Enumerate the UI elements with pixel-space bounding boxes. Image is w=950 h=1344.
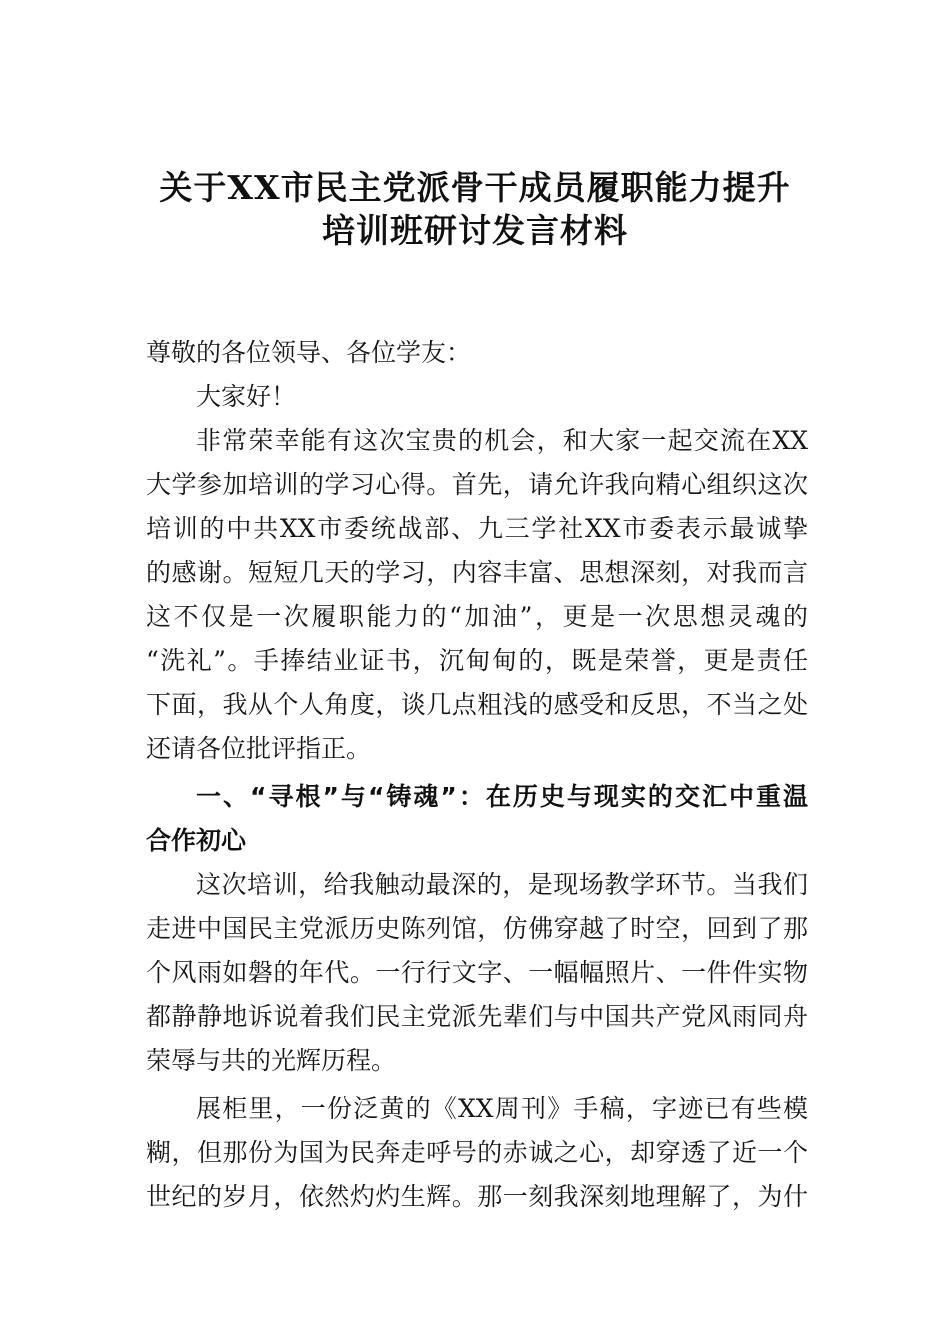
- document-title-line-2: 培训班研讨发言材料: [322, 211, 628, 250]
- paragraph-1-line-7: 下面，我从个人角度，谈几点粗浅的感受和反思，不当之处: [146, 690, 808, 719]
- paragraph-2-line-4: 都静静地诉说着我们民主党派先辈们与中国共产党风雨同舟: [146, 1002, 808, 1031]
- section-heading-1-line-1: 一、“寻根”与“铸魂”：在历史与现实的交汇中重温: [196, 782, 808, 811]
- salutation: 尊敬的各位领导、各位学友：: [146, 338, 472, 367]
- paragraph-1-line-8: 还请各位批评指正。: [146, 734, 372, 763]
- paragraph-3-line-3: 世纪的岁月，依然灼灼生辉。那一刻我深刻地理解了，为什: [146, 1182, 808, 1211]
- paragraph-1-line-3: 培训的中共XX市委统战部、九三学社XX市委表示最诚挚: [146, 514, 808, 543]
- greeting: 大家好！: [196, 382, 297, 411]
- paragraph-1-line-4: 的感谢。短短几天的学习，内容丰富、思想深刻，对我而言: [146, 558, 808, 587]
- paragraph-3-line-2: 糊，但那份为国为民奔走呼号的赤诚之心，却穿透了近一个: [146, 1138, 808, 1167]
- paragraph-2-line-3: 个风雨如磐的年代。一行行文字、一幅幅照片、一件件实物: [146, 958, 808, 987]
- paragraph-2-line-1: 这次培训，给我触动最深的，是现场教学环节。当我们: [196, 870, 808, 899]
- document-title-line-1: 关于XX市民主党派骨干成员履职能力提升: [159, 168, 791, 207]
- paragraph-2-line-2: 走进中国民主党派历史陈列馆，仿佛穿越了时空，回到了那: [146, 914, 808, 943]
- paragraph-1-line-5: 这不仅是一次履职能力的“加油”，更是一次思想灵魂的: [146, 602, 808, 631]
- section-heading-1-line-2: 合作初心: [146, 826, 247, 855]
- paragraph-3-line-1: 展柜里，一份泛黄的《XX周刊》手稿，字迹已有些模: [196, 1094, 808, 1123]
- paragraph-1-line-1: 非常荣幸能有这次宝贵的机会，和大家一起交流在XX: [196, 426, 808, 455]
- paragraph-2-line-5: 荣辱与共的光辉历程。: [146, 1046, 397, 1075]
- paragraph-1-line-2: 大学参加培训的学习心得。首先，请允许我向精心组织这次: [146, 470, 808, 499]
- paragraph-1-line-6: “洗礼”。手捧结业证书，沉甸甸的，既是荣誉，更是责任: [146, 646, 808, 675]
